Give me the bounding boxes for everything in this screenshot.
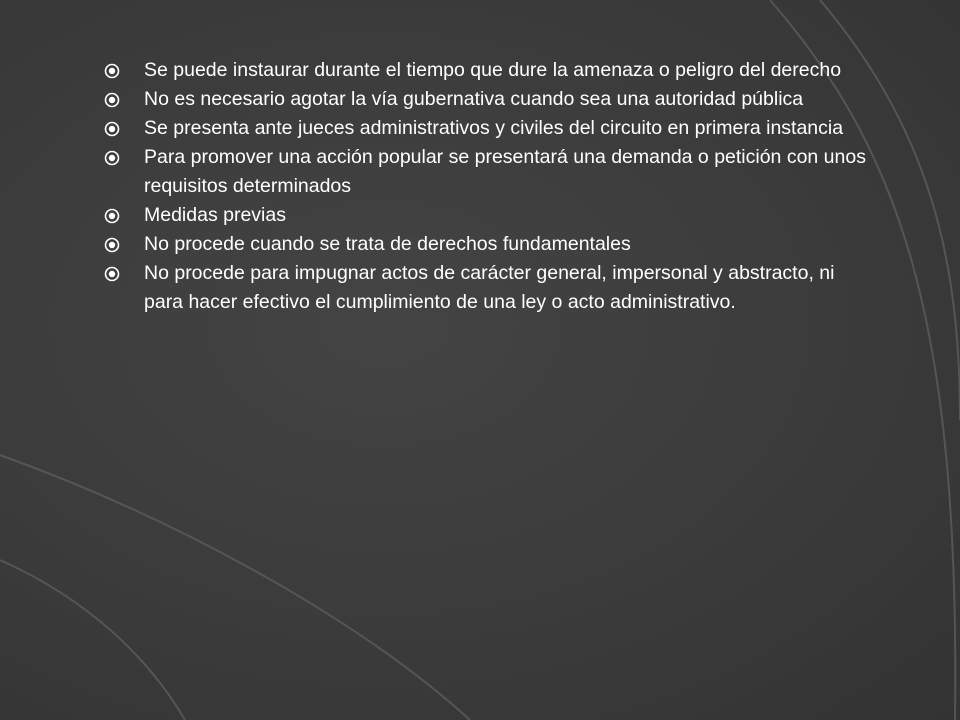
bullet-item	[104, 201, 874, 230]
target-bullet-icon	[104, 150, 120, 166]
bullet-text: Se presenta ante jueces administrativos y civiles del circuito en primera instancia	[144, 117, 844, 139]
target-bullet-icon	[104, 237, 120, 253]
bullet-text: Se puede instaurar durante el tiempo que dure la amenaza o peligro del derecho	[144, 59, 842, 81]
bullet-text: No procede cuando se trata de derechos fundamentales	[144, 233, 631, 255]
bullet-text: Medidas previas	[144, 204, 286, 226]
bullet-item	[104, 259, 874, 317]
bullet-item	[104, 143, 874, 201]
bullet-text: No es necesario agotar la vía gubernativa cuando sea una autoridad pública	[144, 88, 804, 110]
bullet-text: Para promover una acción popular se presentará una demanda o petición con unos requisitos determinados	[144, 146, 866, 197]
target-bullet-icon	[104, 208, 120, 224]
bullet-list	[104, 56, 874, 317]
decor-curve-4	[0, 560, 185, 720]
target-bullet-icon	[104, 92, 120, 108]
target-bullet-icon	[104, 266, 120, 282]
bullet-item	[104, 85, 874, 114]
decor-curve-3	[0, 455, 470, 720]
target-bullet-icon	[104, 121, 120, 137]
target-bullet-icon	[104, 63, 120, 79]
bullet-item	[104, 230, 874, 259]
bullet-text: No procede para impugnar actos de carácter general, impersonal y abstracto, ni para hacer efectivo el cumplimiento de una ley o acto administrativo.	[144, 262, 835, 313]
bullet-item	[104, 56, 874, 85]
bullet-item	[104, 114, 874, 143]
